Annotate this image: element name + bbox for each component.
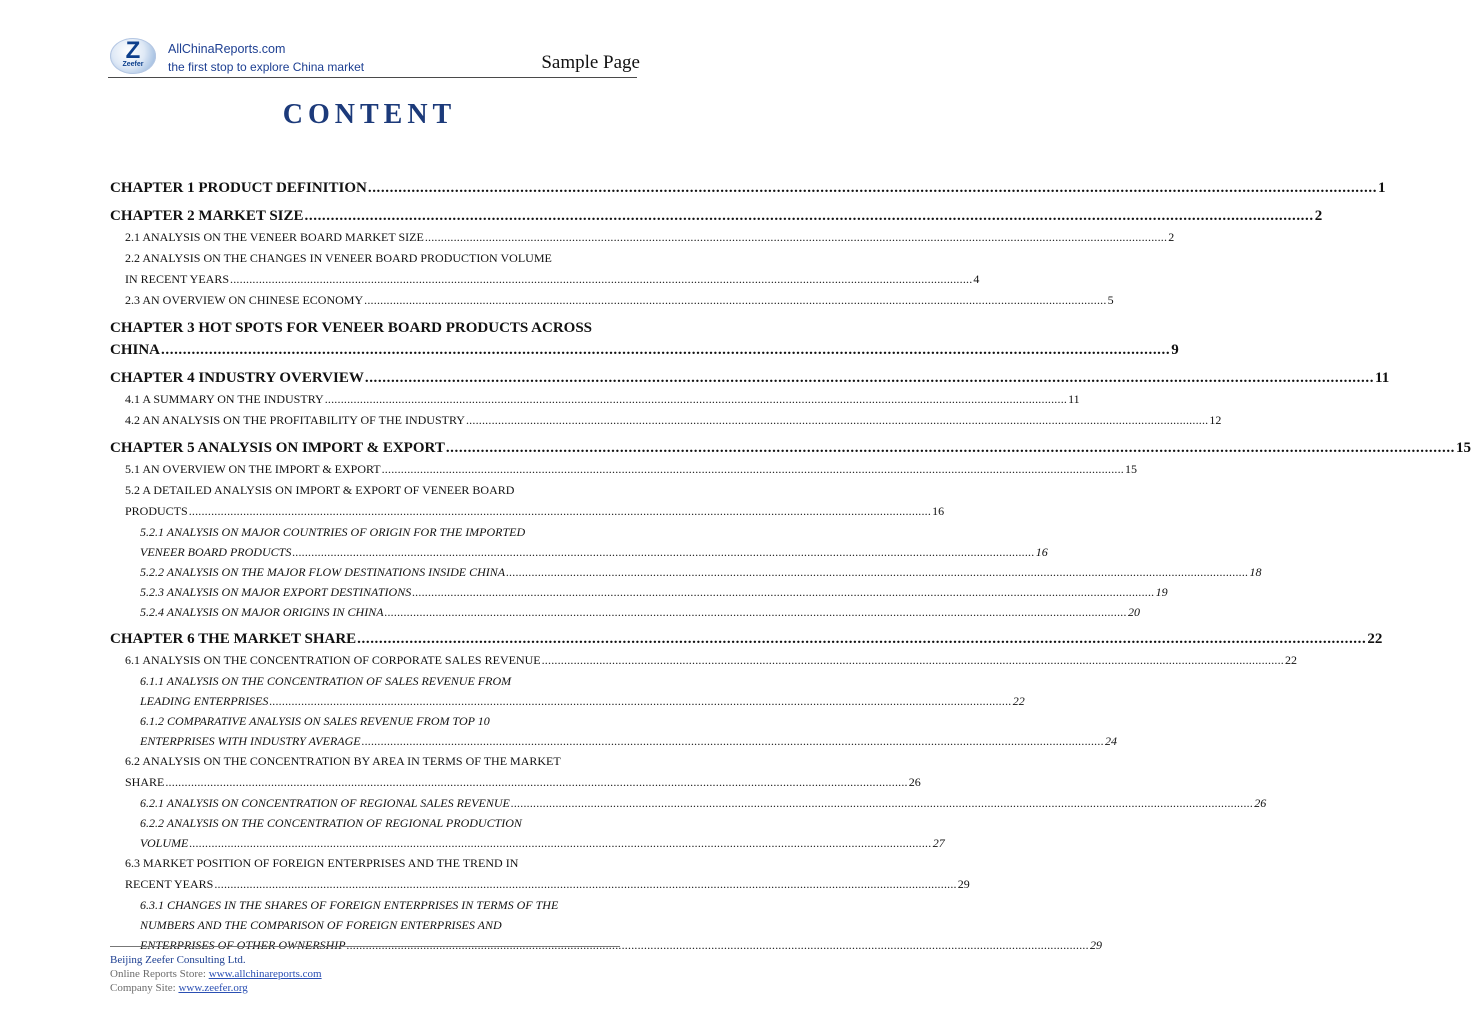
- toc-leader-dots: [506, 562, 1248, 582]
- toc-leader-dots: [365, 367, 1374, 389]
- toc-leader-dots: [189, 501, 931, 522]
- toc-entry-title: LEADING ENTERPRISES: [140, 694, 269, 708]
- toc-page-number: 11: [1068, 392, 1080, 406]
- toc-entry-title: CHINA: [110, 342, 161, 358]
- toc-leader-dots: [230, 269, 972, 290]
- toc-section-5-2[interactable]: [110, 501, 945, 522]
- toc-leader-dots: [385, 602, 1127, 622]
- toc-entry-title: 5.2.2 ANALYSIS ON THE MAJOR FLOW DESTINATIONS INSIDE CHINA: [140, 565, 506, 579]
- toc-chapter-3-line1[interactable]: CHAPTER 3 HOT SPOTS FOR VENEER BOARD PRODUCTS ACROSS: [110, 320, 593, 336]
- toc-page-number: 11: [1375, 370, 1390, 386]
- toc-leader-dots: [542, 650, 1284, 671]
- toc-entry-title: VOLUME: [140, 836, 189, 850]
- toc-section-5-1[interactable]: [110, 459, 1138, 480]
- toc-entry-title: 4.1 A SUMMARY ON THE INDUSTRY: [125, 392, 324, 406]
- toc-leader-dots: [362, 731, 1104, 751]
- toc-page-number: 22: [1285, 653, 1298, 667]
- toc-section-5-2-4[interactable]: [110, 602, 1140, 622]
- toc-section-6-1[interactable]: [110, 650, 1298, 671]
- toc-section-6-1-1-line1[interactable]: 6.1.1 ANALYSIS ON THE CONCENTRATION OF SALES REVENUE FROM: [140, 674, 512, 688]
- toc-section-6-1-1[interactable]: [110, 691, 1025, 711]
- toc-section-6-1-2-line1[interactable]: 6.1.2 COMPARATIVE ANALYSIS ON SALES REVENUE FROM TOP 10: [140, 714, 490, 728]
- toc-page-number: 29: [1090, 938, 1103, 952]
- toc-page-number: 15: [1456, 440, 1471, 456]
- toc-page-number: 29: [957, 877, 970, 891]
- toc-entry-title: SHARE: [125, 775, 165, 789]
- toc-page-number: 1: [1378, 180, 1386, 196]
- toc-leader-dots: [412, 582, 1154, 602]
- toc-entry-title: 6.1 ANALYSIS ON THE CONCENTRATION OF CORPORATE SALES REVENUE: [125, 653, 541, 667]
- page-header: [108, 36, 640, 80]
- toc-page-number: 2: [1168, 230, 1175, 244]
- header-divider: [108, 77, 637, 78]
- toc-leader-dots: [466, 410, 1208, 431]
- toc-page-number: 18: [1249, 565, 1262, 579]
- footer-store-line: [110, 967, 322, 981]
- toc-entry-title: CHAPTER 5 ANALYSIS ON IMPORT & EXPORT: [110, 440, 445, 456]
- table-of-contents: [110, 177, 1471, 955]
- toc-leader-dots: [425, 227, 1167, 248]
- toc-section-5-2-1[interactable]: [110, 542, 1048, 562]
- toc-leader-dots: [292, 542, 1034, 562]
- toc-chapter-3[interactable]: [110, 339, 1179, 361]
- toc-entry-title: 5.1 AN OVERVIEW ON THE IMPORT & EXPORT: [125, 462, 381, 476]
- toc-leader-dots: [382, 459, 1124, 480]
- toc-page-number: 24: [1105, 734, 1118, 748]
- toc-entry-title: RECENT YEARS: [125, 877, 214, 891]
- toc-page-number: 20: [1127, 605, 1140, 619]
- toc-section-6-2-line1[interactable]: 6.2 ANALYSIS ON THE CONCENTRATION BY AREA IN TERMS OF THE MARKET: [125, 754, 561, 768]
- toc-chapter-6[interactable]: [110, 628, 1383, 650]
- toc-section-2-2-line1[interactable]: 2.2 ANALYSIS ON THE CHANGES IN VENEER BOARD PRODUCTION VOLUME: [125, 251, 552, 265]
- toc-section-2-1[interactable]: [110, 227, 1175, 248]
- footer-store-link[interactable]: www.allchinareports.com: [208, 968, 322, 980]
- toc-section-5-2-3[interactable]: [110, 582, 1168, 602]
- toc-leader-dots: [269, 691, 1011, 711]
- toc-section-6-2-1[interactable]: [110, 793, 1267, 813]
- toc-leader-dots: [511, 793, 1253, 813]
- toc-section-2-2[interactable]: [110, 269, 980, 290]
- toc-leader-dots: [347, 935, 1089, 955]
- toc-section-2-3[interactable]: [110, 290, 1114, 311]
- toc-entry-title: CHAPTER 6 THE MARKET SHARE: [110, 631, 357, 647]
- toc-page-number: 22: [1367, 631, 1383, 647]
- toc-section-4-2[interactable]: [110, 410, 1222, 431]
- toc-section-6-3-1[interactable]: [110, 935, 1103, 955]
- footer-company: Beijing Zeefer Consulting Ltd.: [110, 954, 246, 966]
- toc-entry-title: ENTERPRISES OF OTHER OWNERSHIP: [140, 938, 346, 952]
- toc-page-number: 12: [1209, 413, 1222, 427]
- toc-section-6-2-2-line1[interactable]: 6.2.2 ANALYSIS ON THE CONCENTRATION OF REGIONAL PRODUCTION: [140, 816, 522, 830]
- toc-leader-dots: [161, 339, 1170, 361]
- site-name: AllChinaReports.com: [168, 42, 286, 56]
- toc-page-number: 2: [1314, 208, 1323, 224]
- site-tagline: the first stop to explore China market: [168, 60, 365, 74]
- toc-page-number: 26: [908, 775, 921, 789]
- toc-entry-title: 2.1 ANALYSIS ON THE VENEER BOARD MARKET SIZE: [125, 230, 424, 244]
- zeefer-logo: [110, 38, 156, 74]
- toc-leader-dots: [446, 437, 1455, 459]
- toc-entry-title: 6.2.1 ANALYSIS ON CONCENTRATION OF REGIONAL SALES REVENUE: [140, 796, 510, 810]
- toc-entry-title: 4.2 AN ANALYSIS ON THE PROFITABILITY OF THE INDUSTRY: [125, 413, 465, 427]
- page-footer: [110, 953, 322, 995]
- toc-section-6-1-2[interactable]: [110, 731, 1118, 751]
- toc-entry-title: 2.3 AN OVERVIEW ON CHINESE ECONOMY: [125, 293, 364, 307]
- toc-chapter-4[interactable]: [110, 367, 1390, 389]
- page-title: CONTENT: [282, 99, 457, 130]
- toc-page-number: 19: [1155, 585, 1168, 599]
- toc-section-6-3-1-line2[interactable]: NUMBERS AND THE COMPARISON OF FOREIGN ENTERPRISES AND: [140, 918, 502, 932]
- toc-entry-title: PRODUCTS: [125, 504, 188, 518]
- toc-section-5-2-1-line1[interactable]: 5.2.1 ANALYSIS ON MAJOR COUNTRIES OF ORIGIN FOR THE IMPORTED: [140, 525, 526, 539]
- toc-section-6-2-2[interactable]: [110, 833, 945, 853]
- toc-page-number: 16: [1035, 545, 1048, 559]
- toc-page-number: 4: [973, 272, 980, 286]
- toc-entry-title: VENEER BOARD PRODUCTS: [140, 545, 292, 559]
- toc-leader-dots: [214, 874, 956, 895]
- toc-section-6-2[interactable]: [110, 772, 921, 793]
- toc-page-number: 15: [1125, 462, 1138, 476]
- logo-wordmark: Zeefer: [122, 61, 144, 68]
- toc-entry-title: 5.2.3 ANALYSIS ON MAJOR EXPORT DESTINATIONS: [140, 585, 412, 599]
- footer-store-label: Online Reports Store:: [110, 968, 209, 980]
- toc-leader-dots: [357, 628, 1366, 650]
- footer-site-line: [110, 981, 322, 995]
- toc-leader-dots: [325, 389, 1067, 410]
- toc-entry-title: 5.2.4 ANALYSIS ON MAJOR ORIGINS IN CHINA: [140, 605, 384, 619]
- logo-letter: Z: [125, 37, 141, 64]
- toc-entry-title: CHAPTER 1 PRODUCT DEFINITION: [110, 180, 367, 196]
- toc-page-number: 5: [1107, 293, 1114, 307]
- footer-site-label: Company Site:: [110, 982, 179, 994]
- toc-chapter-5[interactable]: [110, 437, 1471, 459]
- footer-site-link[interactable]: www.zeefer.org: [178, 982, 248, 994]
- toc-section-5-2-2[interactable]: [110, 562, 1262, 582]
- toc-page-number: 26: [1254, 796, 1267, 810]
- toc-page-number: 9: [1171, 342, 1179, 358]
- toc-page-number: 27: [932, 836, 945, 850]
- toc-leader-dots: [165, 772, 907, 793]
- toc-leader-dots: [368, 177, 1377, 199]
- toc-section-5-2-line1[interactable]: 5.2 A DETAILED ANALYSIS ON IMPORT & EXPORT OF VENEER BOARD: [125, 483, 515, 497]
- toc-entry-title: ENTERPRISES WITH INDUSTRY AVERAGE: [140, 734, 361, 748]
- toc-leader-dots: [364, 290, 1106, 311]
- toc-section-6-3[interactable]: [110, 874, 970, 895]
- footer-divider: [110, 946, 620, 947]
- toc-leader-dots: [305, 205, 1314, 227]
- toc-section-6-3-line1[interactable]: 6.3 MARKET POSITION OF FOREIGN ENTERPRISES AND THE TREND IN: [125, 856, 519, 870]
- toc-chapter-1[interactable]: [110, 177, 1386, 199]
- toc-page-number: 22: [1012, 694, 1025, 708]
- sample-page-label: Sample Page: [541, 52, 640, 73]
- toc-chapter-2[interactable]: [110, 205, 1323, 227]
- toc-section-4-1[interactable]: [110, 389, 1080, 410]
- toc-entry-title: CHAPTER 2 MARKET SIZE: [110, 208, 304, 224]
- toc-section-6-3-1-line1[interactable]: 6.3.1 CHANGES IN THE SHARES OF FOREIGN ENTERPRISES IN TERMS OF THE: [140, 898, 559, 912]
- toc-page-number: 16: [932, 504, 945, 518]
- toc-entry-title: CHAPTER 4 INDUSTRY OVERVIEW: [110, 370, 364, 386]
- toc-leader-dots: [189, 833, 931, 853]
- toc-entry-title: IN RECENT YEARS: [125, 272, 230, 286]
